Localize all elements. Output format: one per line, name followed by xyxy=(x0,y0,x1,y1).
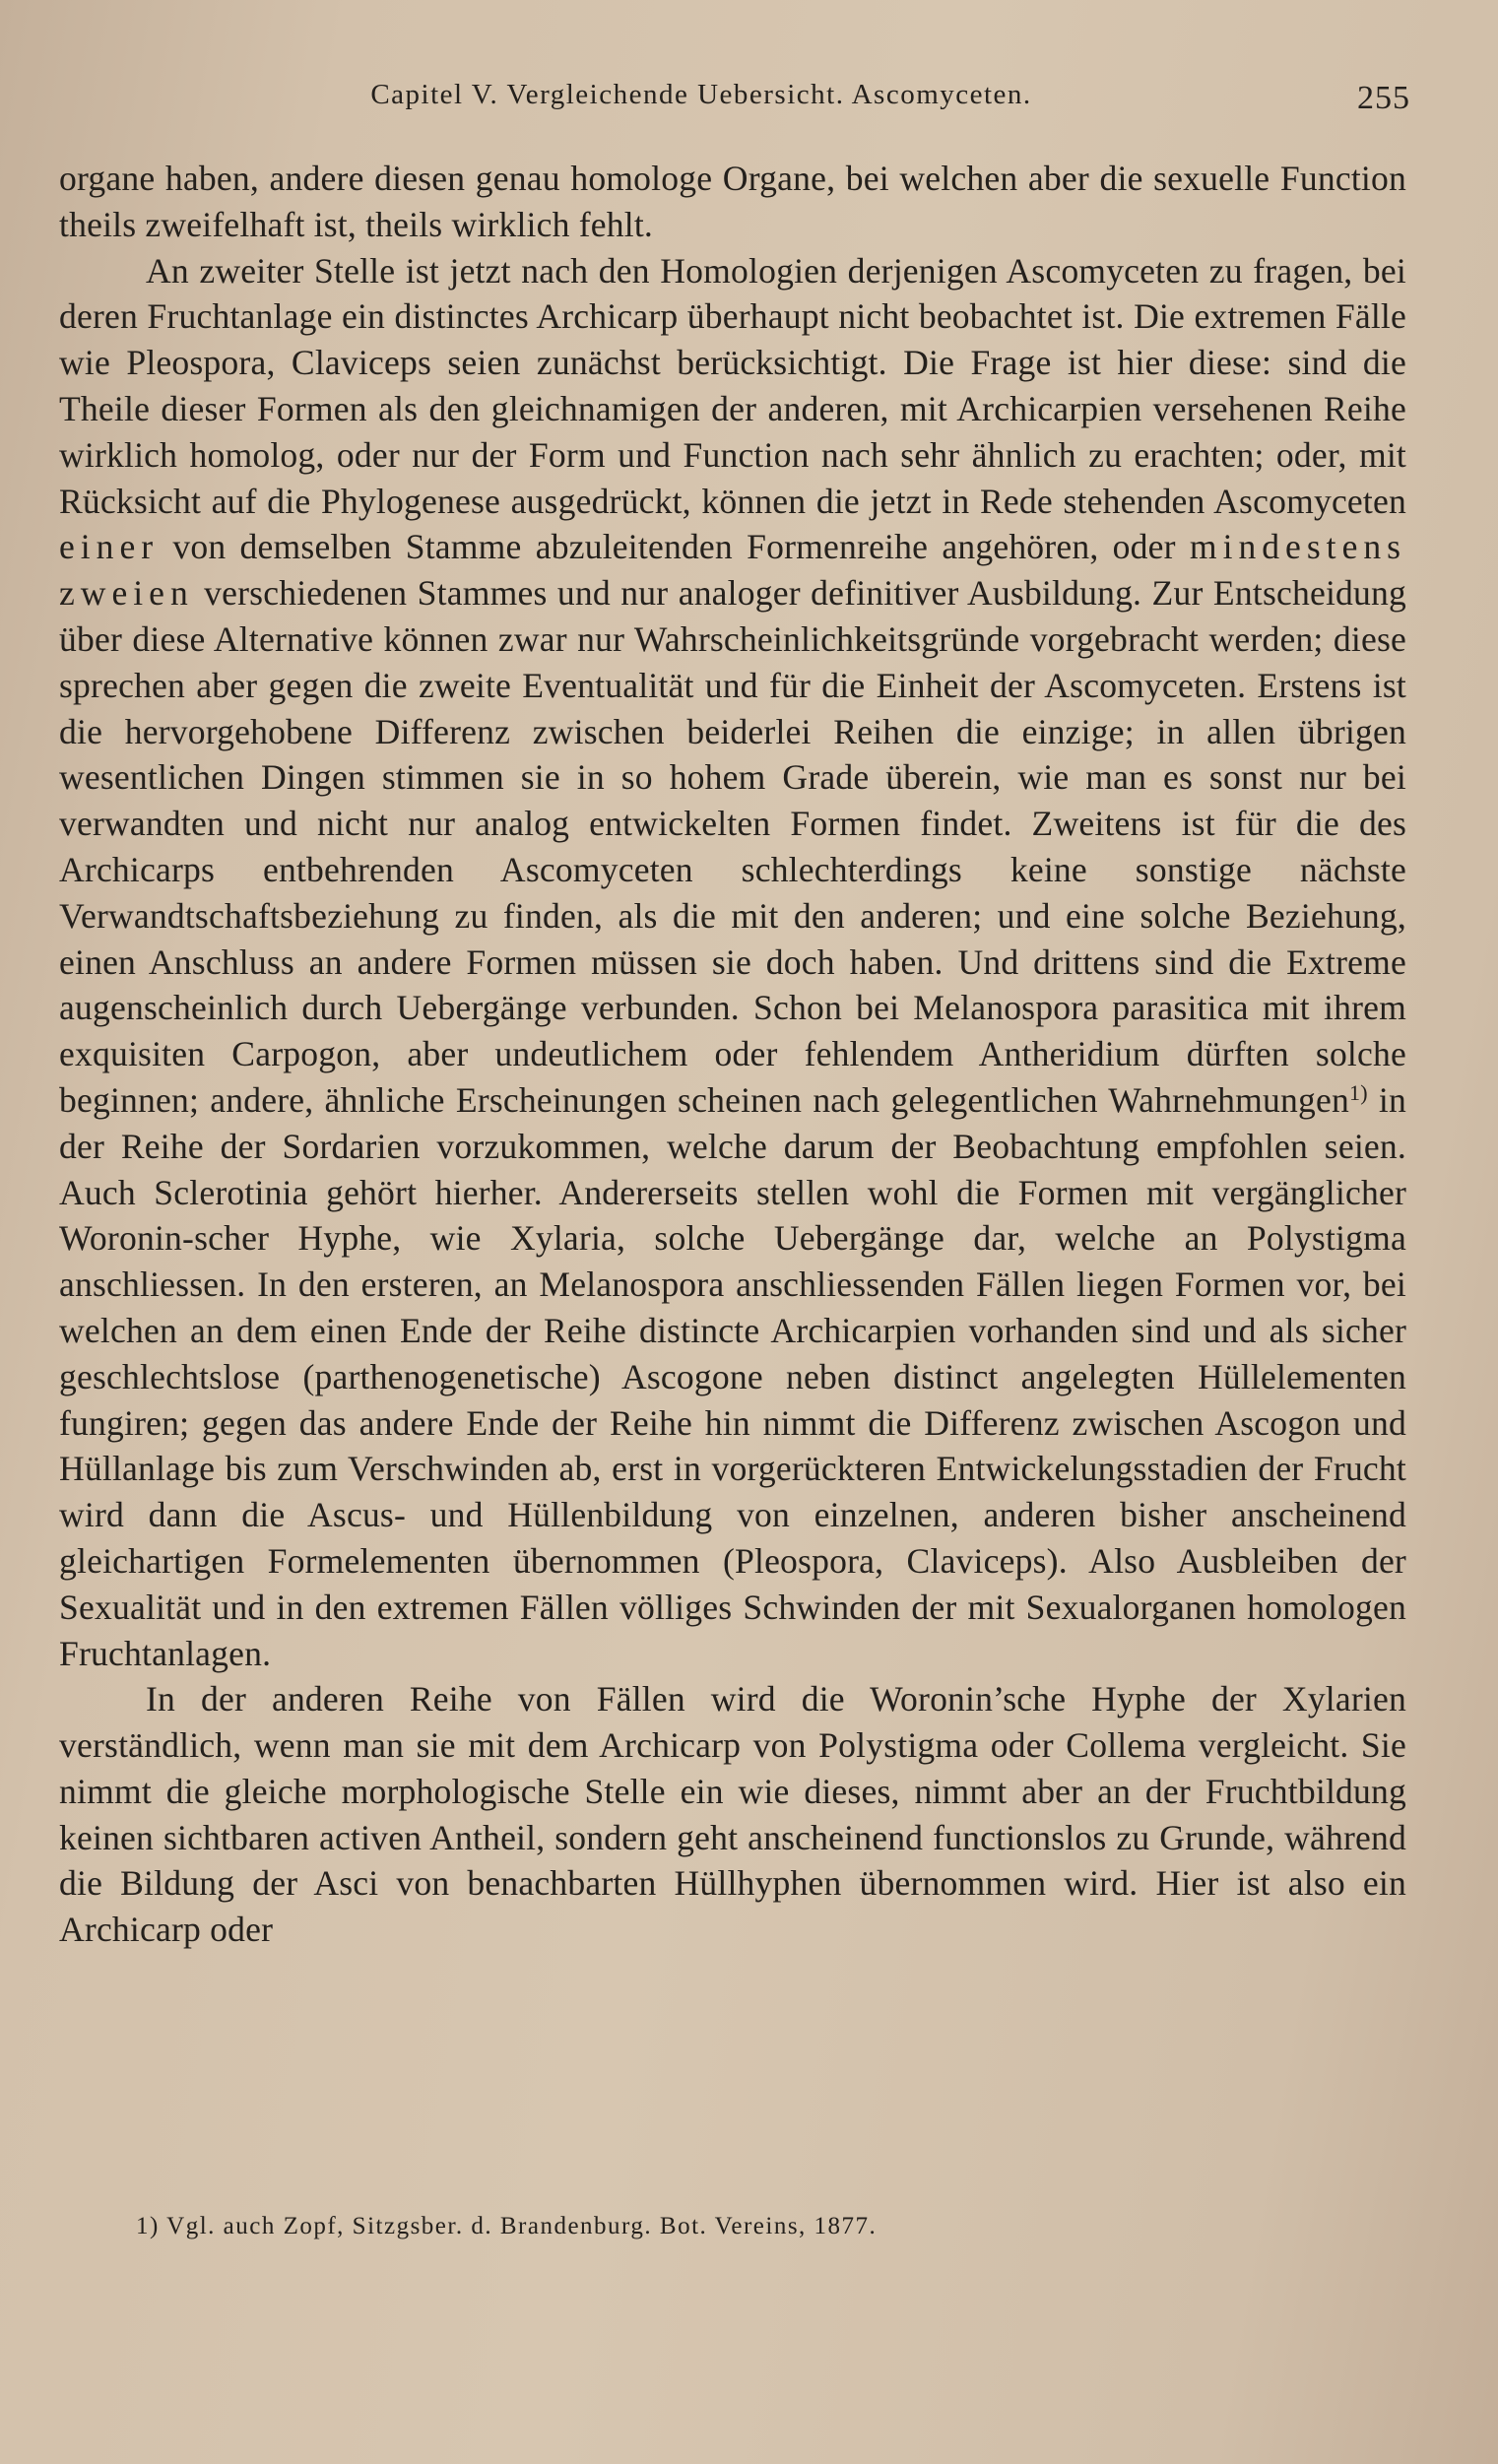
paragraph xyxy=(59,1676,1406,1953)
text-segment: verschiedenen Stammes und nur analoger definitiver Ausbildung. Zur Entscheidung über diese Alternative können zwar nur Wahrscheinlichkeitsgründe vorgebracht werden; diese sprechen aber gegen die zweite Eventualität und für die Einheit der Ascomyceten. Erstens ist die hervorgehobene Differenz zwischen beiderlei Reihen die einzige; in allen übrigen wesentlichen Dingen stimmen sie in so hohem Grade überein, wie man es sonst nur bei verwandten und nicht nur analog entwickelten Formen findet. Zweitens ist für die des Archicarps entbehrenden Ascomyceten schlechterdings keine sonstige nächste Verwandtschaftsbeziehung zu finden, als die mit den anderen; und eine solche Beziehung, einen Anschluss an andere Formen müssen sie doch haben. Und drittens sind die Extreme augenscheinlich durch Uebergänge verbunden. Schon bei Melanospora parasitica mit ihrem exquisiten Carpogon, aber undeutlichem oder fehlendem Antheridium dürften solche beginnen; andere, ähnliche Erscheinungen scheinen nach gelegentlichen Wahrnehmungen xyxy=(59,573,1406,1120)
running-head xyxy=(61,73,1410,116)
paragraph xyxy=(59,248,1406,1677)
emphasized-text: einer xyxy=(59,527,160,567)
text-segment: von demselben Stamme abzuleitenden Formenreihe angehören, oder xyxy=(159,527,1190,567)
emphasized-text: mindestens zweien xyxy=(59,527,1406,614)
text-segment: In der anderen Reihe von Fällen wird die Woronin’sche Hyphe der Xylarien verständlich, wenn man sie mit dem Archicarp von Polystigma oder Collema vergleicht. Sie nimmt die gleiche morphologische Stelle ein wie dieses, nimmt aber an der Fruchtbildung keinen sichtbaren activen Antheil, sondern geht anscheinend functionslos zu Grunde, während die Bildung der Asci von benachbarten Hüllhyphen übernommen wird. Hier ist also ein Archicarp oder xyxy=(59,1679,1406,1950)
text-segment: An zweiter Stelle ist jetzt nach den Homologien derjenigen Ascomyceten zu fragen, bei deren Fruchtanlage ein distinctes Archicarp überhaupt nicht beobachtet ist. Die extremen Fälle wie Pleospora, Claviceps seien zunächst berücksichtigt. Die Frage ist hier diese: sind die Theile dieser Formen als den gleichnamigen der anderen, mit Archicarpien versehenen Reihe wirklich homolog, oder nur der Form und Function nach sehr ähnlich zu erachten; oder, mit Rücksicht auf die Phylogenese ausgedrückt, können die jetzt in Rede stehenden Ascomyceten xyxy=(59,250,1406,521)
footnote-text: Vgl. auch Zopf, Sitzgsber. d. Brandenburg. Bot. Vereins, 1877. xyxy=(166,2213,878,2239)
text-segment: in der Reihe der Sordarien vorzukommen, welche darum der Beobachtung empfohlen seien. Auch Sclerotinia gehört hierher. Andererseits stellen wohl die Formen mit vergänglicher Woronin-scher Hyphe, wie Xylaria, solche Uebergänge dar, welche an Polystigma anschliessen. In den ersteren, an Melanospora anschliessenden Fällen liegen Formen vor, bei welchen an dem einen Ende der Reihe distincte Archicarpien vorhanden sind und als sicher geschlechtslose (parthenogenetische) Ascogone neben distinct angelegten Hüllelementen fungiren; gegen das andere Ende der Reihe hin nimmt die Differenz zwischen Ascogon und Hüllanlage bis zum Verschwinden ab, erst in vorgerückteren Entwickelungsstadien der Frucht wird dann die Ascus- und Hüllenbildung von einzelnen, anderen bisher anscheinend gleichartigen Formelementen übernommen (Pleospora, Claviceps). Also Ausbleiben der Sexualität und in den extremen Fällen völliges Schwinden der mit Sexualorganen homologen Fruchtanlagen. xyxy=(59,1079,1406,1673)
text-segment: organe haben, andere diesen genau homologe Organe, bei welchen aber die sexuelle Function theils zweifelhaft ist, theils wirklich fehlt. xyxy=(59,159,1406,244)
body-text xyxy=(59,156,1406,1953)
footnote xyxy=(136,2207,1397,2246)
page-number: 255 xyxy=(1357,80,1410,116)
footnote-reference: 1) xyxy=(1349,1079,1368,1105)
running-title: Capitel V. Vergleichende Uebersicht. Ascomyceten. xyxy=(370,79,1032,110)
footnote-marker: 1) xyxy=(136,2213,160,2239)
paragraph xyxy=(59,156,1406,248)
